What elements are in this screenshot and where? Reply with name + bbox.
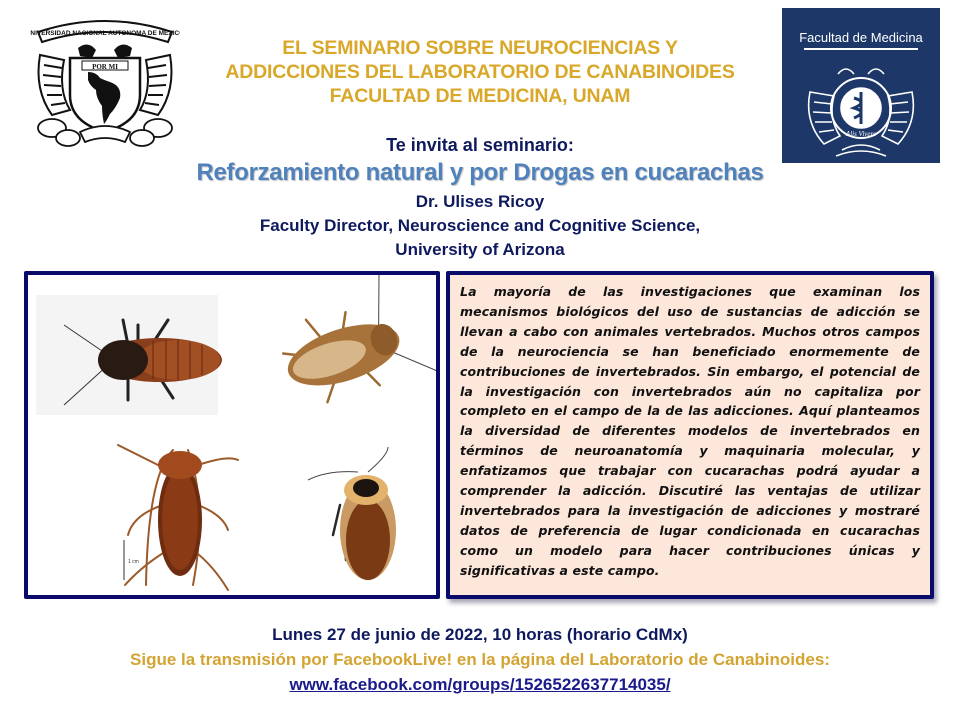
fm-motto: Alis Vivere: [845, 130, 877, 138]
event-date: Lunes 27 de junio de 2022, 10 horas (horario CdMx): [272, 625, 688, 644]
stream-info: Sigue la transmisión por FacebookLive! en la página del Laboratorio de Canabinoides:: [130, 650, 830, 669]
speaker-institution: University of Arizona: [395, 240, 565, 259]
header-line-2: ADDICCIONES DEL LABORATORIO DE CANABINOIDES: [225, 61, 735, 83]
cockroach-photo-4: [308, 447, 396, 580]
header-line-3: FACULTAD DE MEDICINA, UNAM: [329, 85, 631, 107]
cockroach-photos-panel: [24, 271, 440, 599]
speaker-position: Faculty Director, Neuroscience and Cognitive Science,: [259, 216, 701, 235]
facebook-group-link[interactable]: www.facebook.com/groups/1526522637714035/: [289, 675, 671, 694]
unam-crest-icon: [30, 10, 180, 150]
abstract-panel: [446, 271, 934, 599]
unam-logo: [30, 10, 180, 150]
speaker-name: Dr. Ulises Ricoy: [415, 192, 545, 211]
cockroach-photo-3: [118, 445, 238, 590]
abstract-text: La mayoría de las investigaciones que examinan los mecanismos biológicos del uso de sustancias de adicción se llevan a cabo con animales vertebrados. Muchos otros campos de la neurociencia se han beneficiado enormemente de contribuciones de invertebrados. Sin embargo, el potencial de la investigación con invertebrados aún no capitaliza por completo en el campo de la de las adicciones. Aquí planteamos la diversidad de diferentes modelos de invertebrados en términos de neuroanatomía y maquinaria molecular, y enfatizamos que trabajar con cucarachas podrá ayudar a comprender la adicción. Discutiré las ventajas de utilizar invertebrados para la investigación de adicciones y mostraré datos de preferencia de lugar condicionada en cucarachas como un modelo para hacer contribuciones únicas y significativas a este campo.: [460, 284, 920, 578]
scale-label: 1 cm: [128, 559, 139, 565]
fm-crest-icon: [802, 52, 920, 162]
facultad-medicina-logo: [782, 8, 940, 163]
talk-title: Reforzamiento natural y por Drogas en cucarachas: [196, 159, 764, 186]
cockroach-photo-1: [36, 295, 222, 415]
seminar-header: [160, 36, 800, 108]
cockroach-photos: [28, 275, 436, 595]
svg-text:POR MI: POR MI: [92, 63, 118, 71]
unam-banner-text: UNIVERSIDAD NACIONAL AUTONOMA DE MEXICO: [30, 30, 180, 37]
header-line-1: EL SEMINARIO SOBRE NEUROCIENCIAS Y: [282, 37, 678, 59]
cockroach-photo-2: [267, 275, 436, 416]
invitation-label: Te invita al seminario:: [386, 135, 574, 155]
facebook-group-link-container: [0, 674, 960, 696]
fm-logo-underline: [804, 48, 918, 50]
speaker-info: [160, 190, 800, 262]
fm-logo-title: Facultad de Medicina: [799, 30, 923, 45]
